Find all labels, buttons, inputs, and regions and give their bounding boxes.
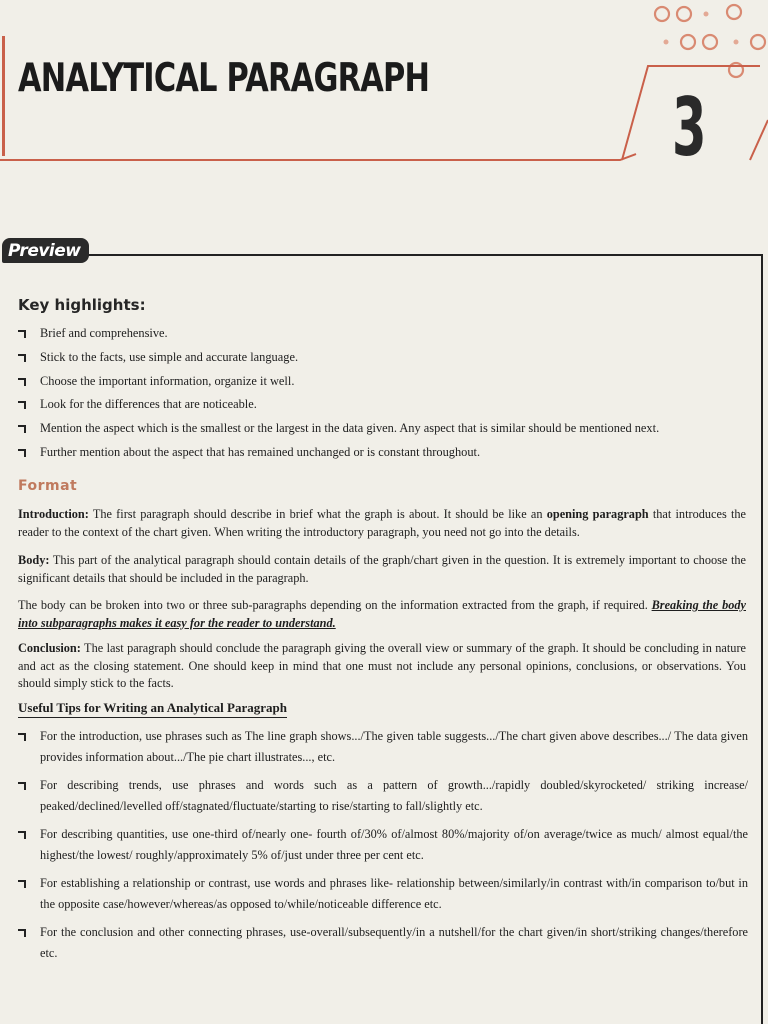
bullet-icon: [18, 929, 26, 937]
tips-list: [18, 726, 748, 971]
bullet-icon: [18, 831, 26, 839]
key-highlights-list: [18, 326, 758, 469]
preview-label: Preview: [2, 238, 89, 263]
bullet-icon: [18, 733, 26, 741]
list-item: Further mention about the aspect that has remained unchanged or is constant throughout.: [18, 445, 758, 469]
list-item: Brief and comprehensive.: [18, 326, 758, 350]
body-paragraph: Body: This part of the analytical paragraph should contain details of the graph/chart given in the question. It is extremely important to choose the significant details that should be included in the paragraph.: [18, 553, 746, 585]
bullet-icon: [18, 880, 26, 888]
bullet-icon: [18, 425, 26, 433]
list-item: Mention the aspect which is the smallest or the largest in the data given. Any aspect that is similar should be mentioned next.: [18, 421, 758, 445]
list-item: For establishing a relationship or contrast, use words and phrases like- relationship between/similarly/in contrast with/in comparison to/but in the opposite case/however/whereas/as opposed to/while/noticeable difference etc.: [18, 873, 748, 915]
list-item: For the introduction, use phrases such as The line graph shows.../The given table suggests.../The chart given above describes.../ The data given provides information about.../The pie chart illustrates..., etc.: [18, 726, 748, 768]
tips-title: Useful Tips for Writing an Analytical Paragraph: [18, 700, 287, 718]
list-item: Look for the differences that are noticeable.: [18, 397, 758, 421]
chapter-number: 3: [672, 81, 707, 174]
format-heading: Format: [18, 478, 78, 494]
body-note-paragraph: The body can be broken into two or three sub-paragraphs depending on the information extracted from the graph, if required. Breaking the body into subparagraphs makes it easy for the reader to understand.: [18, 598, 746, 630]
list-item: Stick to the facts, use simple and accurate language.: [18, 350, 758, 374]
list-item: For describing quantities, use one-third of/nearly one- fourth of/30% of/almost 80%/majority of/on average/twice as much/ almost equal/the highest/the lowest/ roughly/approximately 5% of/just under three per cent etc.: [18, 824, 748, 866]
bullet-icon: [18, 378, 26, 386]
bullet-icon: [18, 354, 26, 362]
left-accent-rule: [2, 36, 5, 156]
introduction-paragraph: Introduction: The first paragraph should describe in brief what the graph is about. It should be like an opening paragraph that introduces the reader to the context of the chart given. When writing the introductory paragraph, you need not go into the details.: [18, 507, 746, 539]
bullet-icon: [18, 401, 26, 409]
chapter-title: ANALYTICAL PARAGRAPH: [18, 56, 430, 101]
key-highlights-title: Key highlights:: [18, 296, 146, 314]
list-item: Choose the important information, organize it well.: [18, 374, 758, 398]
bullet-icon: [18, 449, 26, 457]
bullet-icon: [18, 782, 26, 790]
conclusion-paragraph: Conclusion: The last paragraph should conclude the paragraph giving the overall view or summary of the graph. It should be concluding in nature and act as the closing statement. One should keep in mind that one must not include any personal opinions, conclusions, or observations. You should simply stick to the facts.: [18, 641, 746, 691]
list-item: For describing trends, use phrases and words such as a pattern of growth.../rapidly doubled/skyrocketed/ striking increase/ peaked/declined/levelled off/stagnated/fluctuate/starting to rise/starting to fall/slightly etc.: [18, 775, 748, 817]
list-item: For the conclusion and other connecting phrases, use-overall/subsequently/in a nutshell/for the chart given/in short/striking changes/therefore etc.: [18, 922, 748, 964]
bullet-icon: [18, 330, 26, 338]
